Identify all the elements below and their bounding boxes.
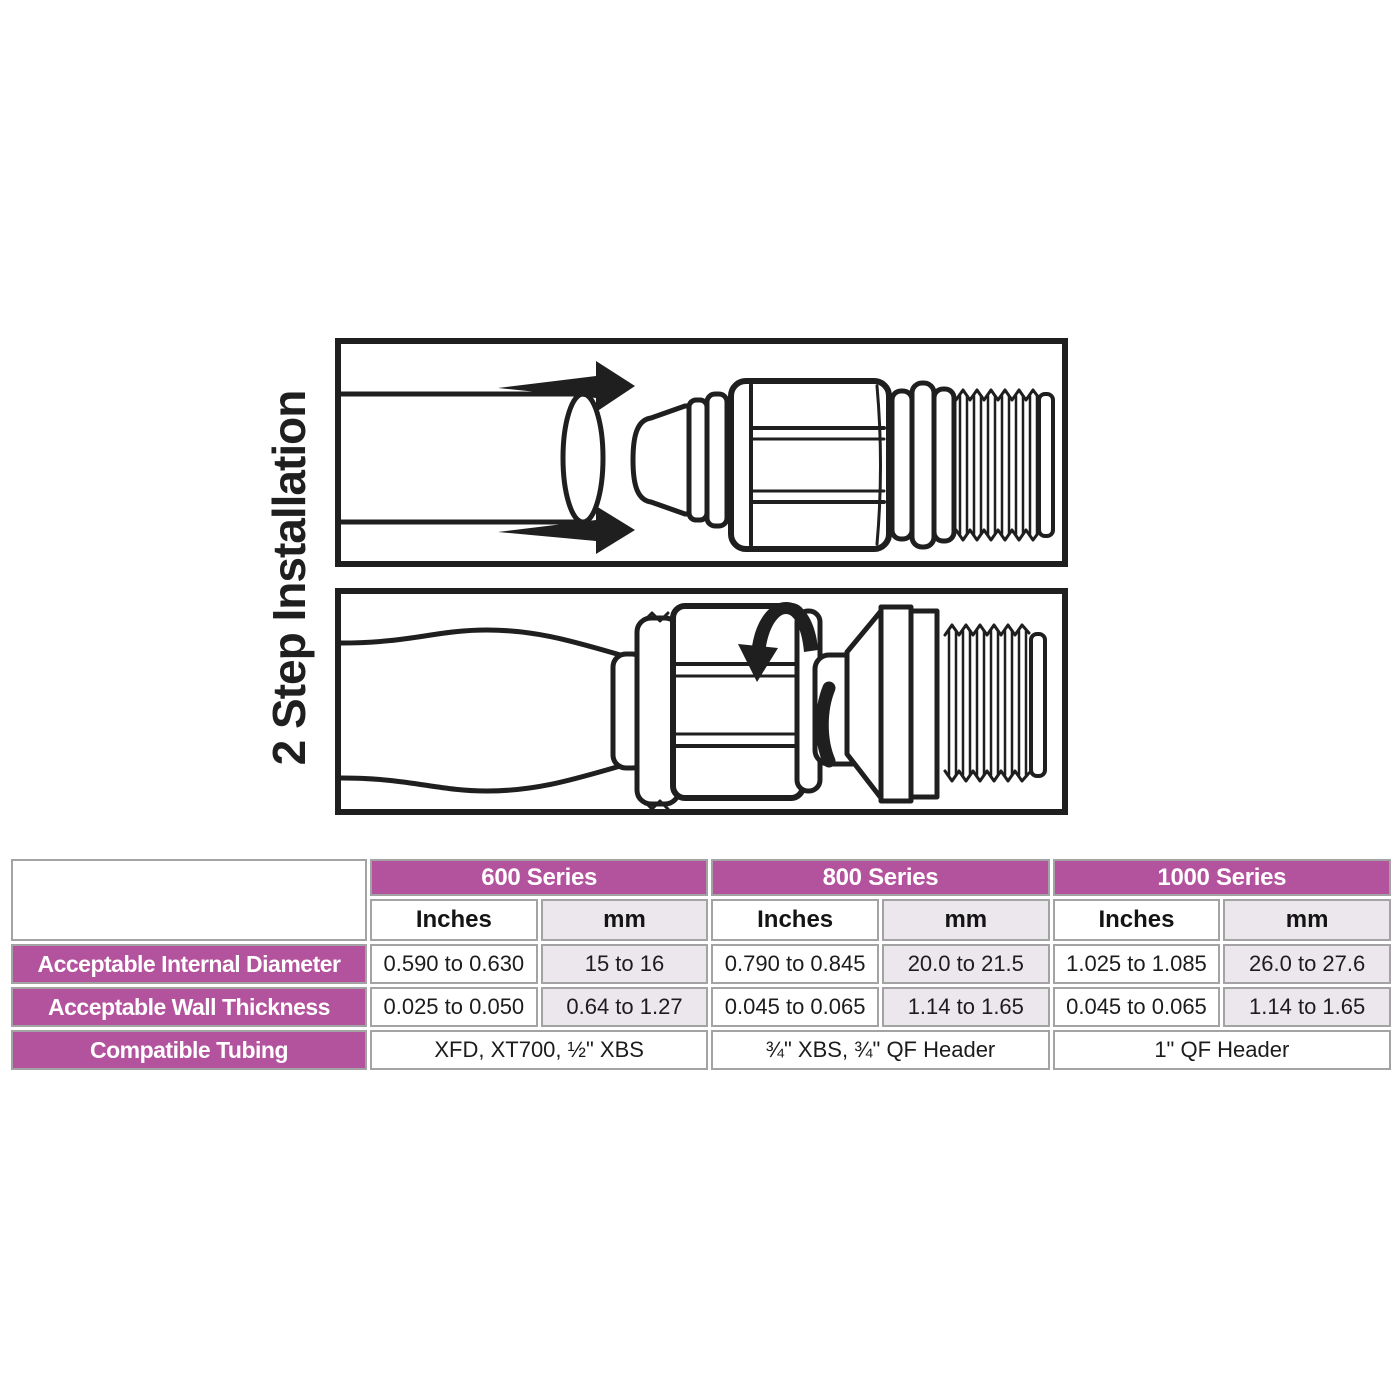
spec-table-container <box>8 856 1394 1073</box>
spec-table <box>8 856 1394 1073</box>
series-header-800: 800 Series <box>711 859 1049 896</box>
tube-outline <box>341 394 603 522</box>
row-label-wall-thickness: Acceptable Wall Thickness <box>11 987 367 1027</box>
hex-flange <box>847 607 937 801</box>
row-label-internal-diameter: Acceptable Internal Diameter <box>11 944 367 984</box>
spec-cell: 1.14 to 1.65 <box>1223 987 1391 1027</box>
step1-insertion-panel <box>335 338 1068 567</box>
unit-header-inches: Inches <box>370 899 538 941</box>
series-header-600: 600 Series <box>370 859 708 896</box>
spec-cell: 26.0 to 27.6 <box>1223 944 1391 984</box>
tube-insertion-diagram <box>341 344 1062 561</box>
unit-header-mm: mm <box>1223 899 1391 941</box>
insert-direction-arrow-icon <box>498 506 635 554</box>
spec-cell: XFD, XT700, ½" XBS <box>370 1030 708 1070</box>
compression-nut <box>731 381 889 549</box>
row-label-compatible-tubing: Compatible Tubing <box>11 1030 367 1070</box>
ferrule <box>633 394 727 526</box>
spec-cell: 1" QF Header <box>1053 1030 1391 1070</box>
page-title: 2 Step Installation <box>263 390 315 766</box>
spec-cell: 20.0 to 21.5 <box>882 944 1050 984</box>
unit-header-mm: mm <box>882 899 1050 941</box>
spec-cell: ¾" XBS, ¾" QF Header <box>711 1030 1049 1070</box>
spec-cell: 0.64 to 1.27 <box>541 987 709 1027</box>
spec-cell: 0.045 to 0.065 <box>1053 987 1221 1027</box>
unit-header-inches: Inches <box>711 899 879 941</box>
male-threads <box>956 390 1053 540</box>
insert-direction-arrow-icon <box>498 361 635 412</box>
o-ring-seal <box>822 688 829 761</box>
step2-tightening-panel <box>335 588 1068 815</box>
tube-outline <box>341 630 631 791</box>
spec-cell: 0.025 to 0.050 <box>370 987 538 1027</box>
nut-tightening-diagram <box>341 594 1062 809</box>
spec-cell: 0.590 to 0.630 <box>370 944 538 984</box>
compression-nut <box>673 606 803 798</box>
spec-cell: 1.14 to 1.65 <box>882 987 1050 1027</box>
table-corner-cell <box>11 859 367 941</box>
unit-header-mm: mm <box>541 899 709 941</box>
spec-cell: 0.045 to 0.065 <box>711 987 879 1027</box>
spec-cell: 1.025 to 1.085 <box>1053 944 1221 984</box>
unit-header-inches: Inches <box>1053 899 1221 941</box>
series-header-1000: 1000 Series <box>1053 859 1391 896</box>
spec-cell: 0.790 to 0.845 <box>711 944 879 984</box>
spec-cell: 15 to 16 <box>541 944 709 984</box>
hex-rings <box>892 383 954 547</box>
male-threads <box>945 625 1045 781</box>
